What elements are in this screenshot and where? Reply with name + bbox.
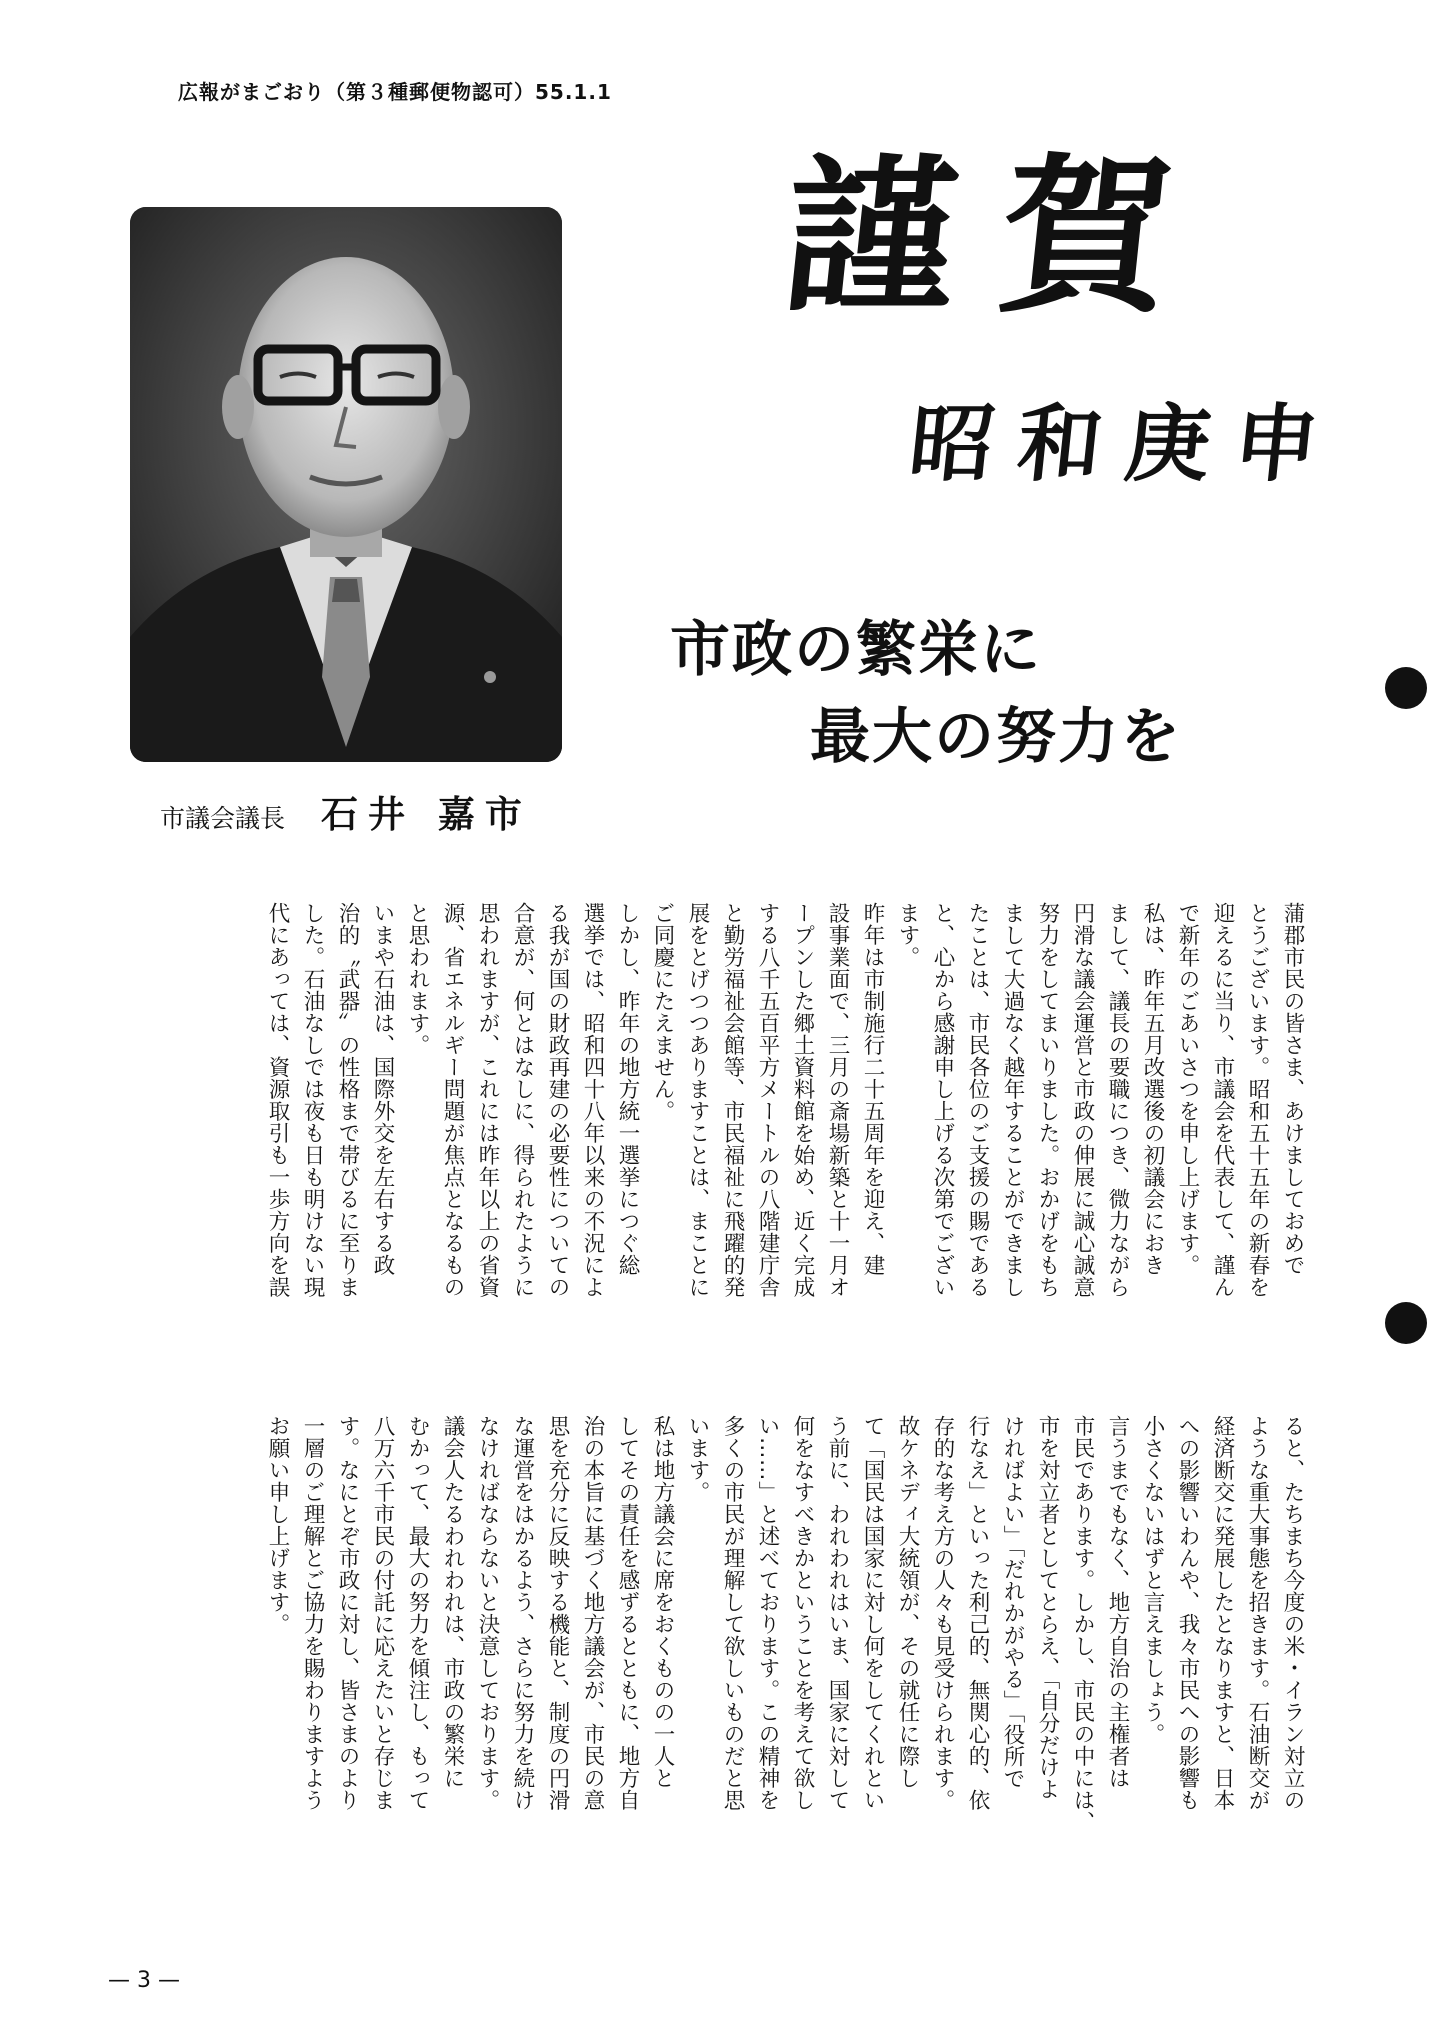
article-lower-tier: ると、たちまち今度の米・イラン対立の ような重大事態を招きます。石油断交が 経済断交に発展したとなりますと、日本 への影響いわんや、我々市民への影響も 小さくないはずと言えましょう。 言うまでもなく、地方自治の主権者は 市民であります。しかし、市民の中には、 市を対立者としてとらえ、「自分だけよ ければよい」「だれかがやる」「役所で 行なえ」といった利己的、無関心的、依 存的な考え方の人々も見受けられます。 故ケネディ大統領が、その就任に際し て「国民は国家に対し何をしてくれとい う前に、われわれはいま、国家に対して 何をなすべきかということを考えて欲し い……」と述べております。この精神を 多くの市民が理解して欲しいものだと思 います。 私は地方議会に席をおくものの一人と してその責任を感ずるとともに、地方自 治の本旨に基づく地方議会が、市民の意 思を充分に反映する機能と、制度の円滑 な運営をはかるよう、さらに努力を続け なければならないと決意しております。 議会人たるわれわれは、市政の繁栄に むかって、最大の努力を傾注し、もって 八万六千市民の付託に応えたいと存じま す。なにとぞ市政に対し、皆さまのより 一層のご理解とご協力を賜わりますよう お願い申し上げます。 <box>265 1415 1305 1833</box>
headline-line-2: 最大の努力を <box>810 702 1182 772</box>
caption-name: 石井 嘉市 <box>321 792 532 836</box>
bullet-dot <box>1385 1302 1427 1344</box>
era-year: 昭和庚申 <box>904 394 1348 493</box>
bullet-dot <box>1385 667 1427 709</box>
headline-line-1: 市政の繁栄に <box>670 615 1042 685</box>
portrait-photo <box>130 207 562 762</box>
new-year-greeting: 謹賀 <box>774 137 1228 337</box>
publication-header: 広報がまごおり（第３種郵便物認可）55.1.1 <box>178 80 612 104</box>
portrait-caption <box>160 784 532 838</box>
page-number: — 3 — <box>108 1968 180 1993</box>
caption-role: 市議会議長 <box>160 804 286 833</box>
article-upper-tier: 蒲郡市民の皆さま、あけましておめで とうございます。昭和五十五年の新春を 迎えるに当り、市議会を代表して、謹ん で新年のごあいさつを申し上げます。 私は、昨年五月改選後の初議会におき まして、議長の要職につき、微力ながら 円滑な議会運営と市政の伸展に誠心誠意 努力をしてまいりました。おかげをもち まして大過なく越年することができまし たことは、市民各位のご支援の賜である と、心から感謝申し上げる次第でござい ます。 昨年は市制施行二十五周年を迎え、建 設事業面で、三月の斎場新築と十一月オ ープンした郷土資料館を始め、近く完成 する八千五百平方メートルの八階建庁舎 と勤労福祉会館等、市民福祉に飛躍的発 展をとげつつありますことは、まことに ご同慶にたえません。 しかし、昨年の地方統一選挙につぐ総 選挙では、昭和四十八年以来の不況によ る我が国の財政再建の必要性についての 合意が、何とはなしに、得られたように 思われますが、これには昨年以上の省資 源、省エネルギー問題が焦点となるもの と思われます。 いまや石油は、国際外交を左右する政 治的〝武器〟の性格まで帯びるに至りま した。石油なしでは夜も日も明けない現 代にあっては、資源取引も一歩方向を誤 <box>265 902 1305 1298</box>
